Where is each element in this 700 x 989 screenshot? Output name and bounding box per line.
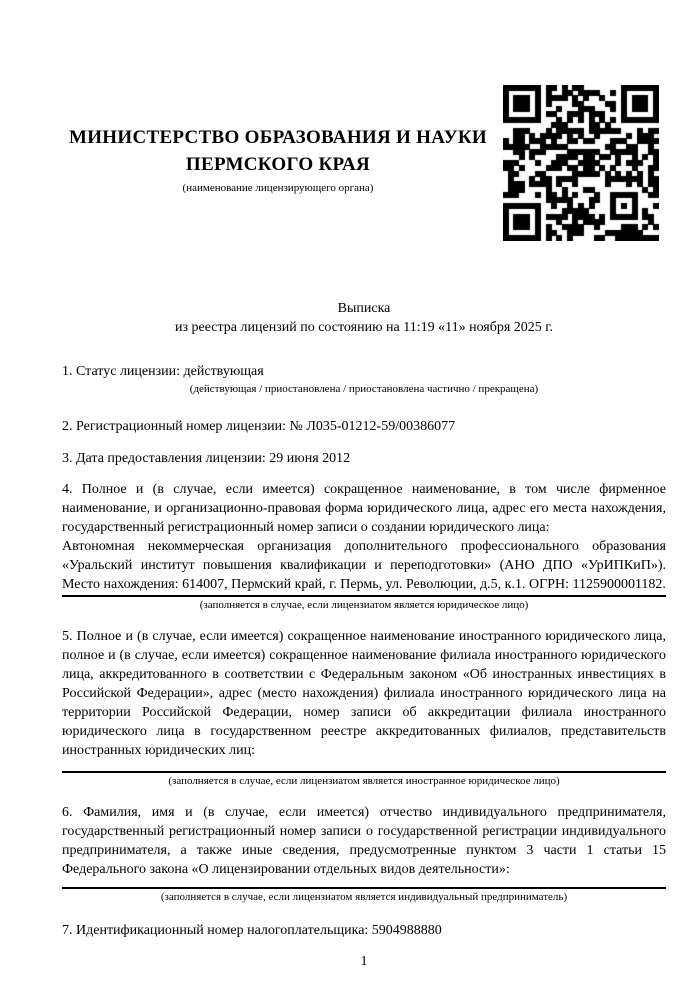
field-legal-entity	[62, 480, 666, 613]
document-title-date-line: из реестра лицензий по состоянию на 11:19 «11» ноября 2025 г.	[175, 320, 553, 335]
ministry-header	[62, 124, 494, 195]
individual-entrepreneur-caption: (заполняется в случае, если лицензиатом является индивидуальный предприниматель)	[160, 891, 568, 903]
license-status-text: 1. Статус лицензии: действующая	[62, 364, 264, 379]
field-individual-entrepreneur	[62, 803, 666, 905]
license-grant-date-text: 3. Дата предоставления лицензии: 29 июня 2012	[62, 451, 351, 466]
field-taxpayer-id	[62, 921, 666, 940]
legal-entity-label: 4. Полное и (в случае, если имеется) сокращенное наименование, в том числе фирменное наименование, и организационно-правовая форма юридического лица, адрес его места нахождения, государственный регистрационный номер записи о создании юридического лица:	[62, 482, 666, 535]
foreign-legal-entity-caption: (заполняется в случае, если лицензиатом является иностранное юридическое лицо)	[168, 775, 560, 787]
field-license-status	[62, 362, 666, 397]
fill-in-line	[62, 771, 666, 773]
registration-number-text: 2. Регистрационный номер лицензии: № Л035-01212-59/00386077	[62, 419, 456, 434]
foreign-legal-entity-label: 5. Полное и (в случае, если имеется) сокращенное наименование иностранного юридического лица, полное и (в случае, если имеется) сокращенное наименование филиала иностранного юридического лица, аккредитованного в соответствии с Федеральным законом «Об иностранных инвестициях в Российской Федерации», адрес (место нахождения) филиала иностранного юридического лица на территории Российской Федерации, номер записи об аккредитации филиала иностранного юридического лица в государственном реестре аккредитованных филиалов, представительств иностранных юридических лиц:	[62, 629, 666, 758]
document-title-line: Выписка	[337, 301, 391, 316]
field-registration-number	[62, 417, 666, 436]
fill-in-line	[62, 887, 666, 889]
empty-value-line	[62, 760, 666, 763]
legal-entity-value: Автономная некоммерческая организация дополнительного профессионального образования «Уральский институт повышения квалификации и переподготовки» (АНО ДПО «УрИПКиП»). Место нахождения: 614007, Пермский край, г. Пермь, ул. Революции, д.5, к.1. ОГРН: 1125900001182.	[62, 539, 666, 592]
licensing-authority-caption: (наименование лицензирующего органа)	[182, 182, 374, 194]
ministry-name-line2: ПЕРМСКОГО КРАЯ	[185, 154, 371, 175]
taxpayer-id-text: 7. Идентификационный номер налогоплательщика: 5904988880	[62, 923, 442, 938]
qr-code-icon	[503, 85, 659, 241]
page-number: 1	[360, 954, 368, 969]
license-status-options-caption: (действующая / приостановлена / приостановлена частично / прекращена)	[189, 383, 539, 395]
document-body	[62, 362, 666, 971]
field-foreign-legal-entity	[62, 627, 666, 789]
field-license-grant-date	[62, 449, 666, 468]
ministry-name-line1: МИНИСТЕРСТВО ОБРАЗОВАНИЯ И НАУКИ	[68, 127, 488, 148]
fill-in-line	[62, 595, 666, 597]
document-title	[62, 299, 666, 337]
individual-entrepreneur-label: 6. Фамилия, имя и (в случае, если имеется) отчество индивидуального предпринимателя, государственный регистрационный номер записи о государственной регистрации индивидуального предпринимателя, а также иные сведения, предусмотренные пунктом 3 части 1 статьи 15 Федерального закона «О лицензировании отдельных видов деятельности»:	[62, 805, 666, 877]
legal-entity-caption: (заполняется в случае, если лицензиатом является юридическое лицо)	[199, 599, 529, 611]
